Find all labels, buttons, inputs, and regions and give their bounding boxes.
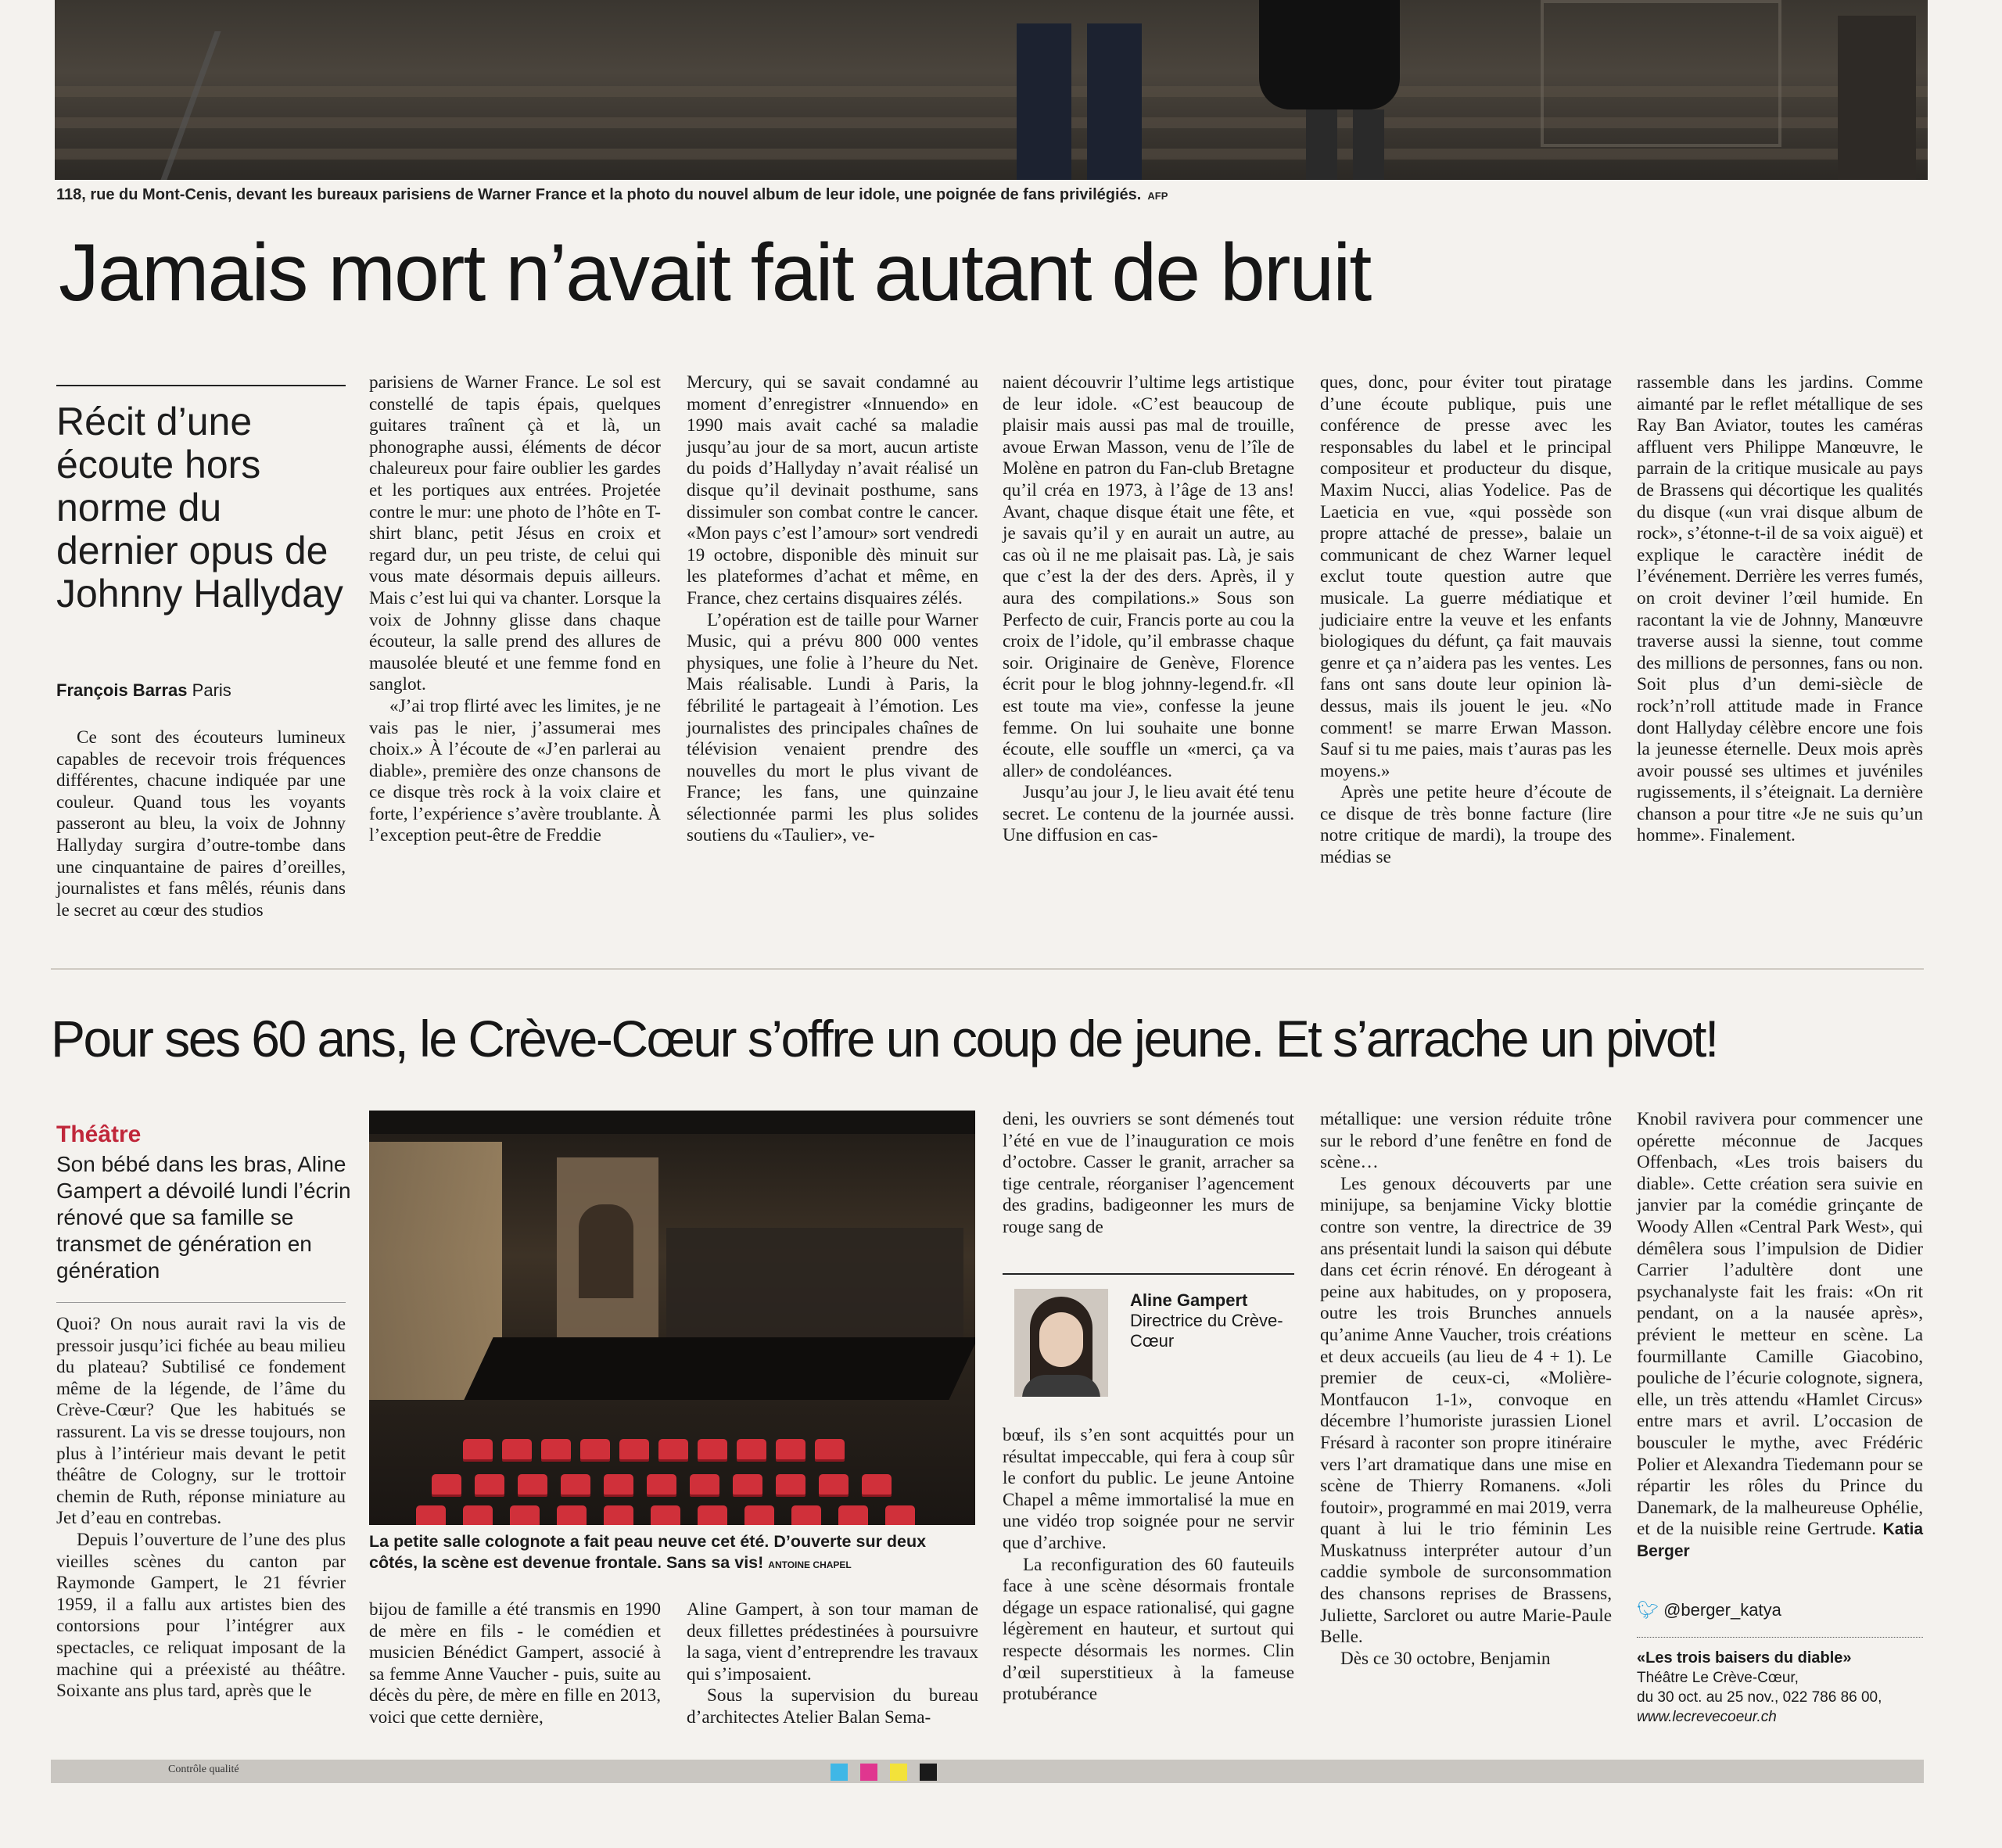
paragraph: deni, les ouvriers se sont démenés tout l’été en vue de l’inauguration ce mois d’octobre. Casser le granit, arracher sa tige centrale, réorganiser l’agencement des gradins, badigeonner les murs de rouge sang de (1003, 1109, 1294, 1237)
photo-credit: AFP (1147, 190, 1168, 202)
paragraph: Jusqu’au jour J, le lieu avait été tenu secret. Le contenu de la journée aussi. Une diffusion en cas- (1003, 782, 1294, 846)
kicker-rule (56, 385, 346, 386)
print-bar (51, 1760, 1924, 1783)
paragraph: bijou de famille a été transmis en 1990 de mère en fils - le comédien et musicien Bénédict Gampert, associé à sa femme Anne Vaucher - puis, suite au décès du père, de mère en fille en 2013, voici que cette dernière, (369, 1599, 661, 1728)
article1-headline: Jamais mort n’avait fait autant de bruit (59, 228, 1371, 318)
paragraph: Quoi? On nous aurait ravi la vis de pressoir jusqu’ici fichée au beau milieu du plateau? Subtilisé ce fondement même de la légende, de l’âme du Crève-Cœur? Que les habitués se rassurent. La vis se dresse toujours, non plus à l’intérieur mais devant le petit théâtre de Cologny, sur le trottoir chemin de Ruth, réponse miniature au Jet d’eau en contrebas. (56, 1314, 346, 1529)
paragraph: Ce sont des écouteurs lumineux capables de recevoir trois fréquences différentes, chacune indiquée par une couleur. Quand tous les voyants passeront au bleu, la voix de Johnny Hallyday surgira d’outre-tombe dans une cinquantaine de paires d’oreilles, journalistes et fans mêlés, réunis dans le secret au cœur des studios (56, 727, 346, 920)
paragraph: «J’ai trop flirté avec les limites, je ne vais pas le nier, j’assumerai mes choix.» À l’écoute de «J’en parlerai au diable», première des onze chansons de ce disque très rock à la voix claire et forte, l’expérience s’avère troublante. À l’exception peut-être de Freddie (369, 695, 661, 846)
twitter-handle-text: @berger_katya (1663, 1600, 1781, 1620)
article2-column-2 (369, 1599, 661, 1729)
paragraph: La reconfiguration des 60 fauteuils face à une scène désormais frontale dégage un espace rationalisé, qui gagne légèrement en hauteur, et surtout qui respecte désormais les normes. Clin d’œil superstitieux à la fameuse protubérance (1003, 1554, 1294, 1705)
article1-column-6 (1637, 372, 1923, 847)
article2-headline: Pour ses 60 ans, le Crève-Cœur s’offre un coup de jeune. Et s’arrache un pivot! (51, 1010, 1717, 1068)
show-title: «Les trois baisers du diable» (1637, 1649, 1852, 1667)
info-box-rule (1637, 1637, 1923, 1638)
magenta-swatch (860, 1764, 877, 1781)
paragraph: Les genoux découverts par une minijupe, sa benjamine Vicky blottie contre son ventre, la directrice de 39 ans présentait lundi la saison qui débute dans cet écrin rénové. En dérogeant à peine aux habitudes, on y proposera, outre les trois Brunches annuels qu’anime Anne Vaucher, trois créations et deux accueils (au lieu de 4 + 1). Le premier de ceux-ci, «Molière-Montfaucon 1-1», convoque en décembre l’humoriste jurassien Lionel Frésard à raconter son propre itinéraire vers l’art dramatique dans une mise en scène de Thierry Romanens. «Joli foutoir», programmé en mai 2019, verra quant à lui le trio féminin Les Muskatnuss interpréter autour d’un caddie symbole de surconsommation des chansons reprises de Brassens, Juliette, Sarcloret ou autre Marie-Paule Belle. (1320, 1173, 1612, 1648)
show-dates: du 30 oct. au 25 nov., 022 786 86 00, (1637, 1689, 1882, 1706)
portrait-name: Aline Gampert (1130, 1290, 1248, 1310)
paragraph (1637, 1109, 1923, 1562)
paragraph: naient découvrir l’ultime legs artistique de leur idole. «C’est beaucoup de plaisir mais aussi pas mal de trouille, avoue Erwan Masson, venu de l’île de Molène en patron du Fan-club Bretagne qu’il créa en 1973, à l’âge de 13 ans! Avant, chaque disque était une fête, et je savais qu’il y en aurait un autre, au cas où il ne me plaisait pas. Là, je sais que c’est la der des ders. Après, il y aura des compilations.» Sous son Perfecto de cuir, Francis porte au cou la croix de l’idole, qu’il embrasse chaque soir. Originaire de Genève, Florence écrit pour le blog johnny-legend.fr. «Il est toute ma vie», confesse la jeune femme. On lui souhaite une bonne écoute, elle souffle un «merci, ça va aller» de condoléances. (1003, 372, 1294, 781)
top-photo-caption (56, 186, 1925, 204)
article2-column-5 (1320, 1109, 1612, 1670)
paragraph: L’opération est de taille pour Warner Music, qui a prévu 800 000 ventes physiques, une folie à l’heure du Net. Mais réalisable. Lundi à Paris, la fébrilité le partageait à l’émotion. Les journalistes des principales chaînes de télévision venaient prendre des nouvelles du mort le plus vivant de France; les fans, une quinzaine sélectionnée parmi les plus solides soutiens du «Taulier», ve- (687, 609, 978, 846)
twitter-icon: 🐦︎ (1637, 1600, 1659, 1620)
article1-column-5 (1320, 372, 1612, 869)
theatre-photo-caption (369, 1531, 975, 1576)
paragraph-text: Knobil ravivera pour commencer une opérette méconnue de Jacques Offenbach, «Les trois baisers du diable». Cette création sera suivie en janvier par la comédie grinçante de Woody Allen «Central Park West», qui démêlera sous l’impulsion de Didier Carrier l’adultère dont une psychanalyste fait les frais: «On rit pendant, on a la nausée après», prévient le metteur en scène. La fourmillante Camille Giacobino, pouliche de l’écurie colognote, signera, elle, un très attendu «Hamlet Circus» entre mars et avril. L’occasion de bousculer le mythe, avec Frédéric Polier et Alexandra Tiedemann pour se répartir les rôles du Prince du Danemark, de la malheureuse Ophélie, et de la nuisible reine Gertrude. (1637, 1109, 1923, 1540)
section-label-theatre: Théâtre (56, 1121, 142, 1147)
caption-text: 118, rue du Mont-Cenis, devant les bureaux parisiens de Warner France et la photo du nouvel album de leur idole, une poignée de fans privilégiés. (56, 186, 1142, 203)
article2-column-4 (1003, 1109, 1294, 1239)
paragraph: Aline Gampert, à son tour maman de deux fillettes prédestinées à poursuivre la saga, vient d’entreprendre les travaux qui s’imposaient. (687, 1599, 978, 1685)
article1-column-1 (56, 727, 346, 921)
paragraph: Sous la supervision du bureau d’architectes Atelier Balan Sema- (687, 1685, 978, 1728)
article2-deck: Son bébé dans les bras, Aline Gampert a dévoilé lundi l’écrin rénové que sa famille se transmet de génération en génération (56, 1152, 351, 1283)
author-name: Katia Berger (1637, 1520, 1923, 1560)
paragraph: Mercury, qui se savait condamné au moment d’enregistrer «Innuendo» en 1990 mais avait caché sa maladie jusqu’au jour de sa mort, aucun artiste du poids d’Hallyday n’avait réalisé un disque qu’il devinait posthume, sans dissimuler son combat contre le cancer. «Mon pays c’est l’amour» sort vendredi 19 octobre, disponible dès minuit sur les plateformes d’achat et même, en France, chez certains disquaires zélés. (687, 372, 978, 608)
theatre-photo (369, 1111, 975, 1525)
twitter-handle[interactable] (1637, 1600, 1781, 1620)
article1-byline (56, 680, 231, 701)
article2-column-3 (687, 1599, 978, 1729)
yellow-swatch (890, 1764, 907, 1781)
portrait-info (1130, 1290, 1286, 1351)
caption-text: La petite salle colognote a fait peau neuve cet été. D’ouverte sur deux côtés, la scène est devenue frontale. Sans sa vis! (369, 1532, 927, 1572)
photo-credit: ANTOINE CHAPEL (768, 1559, 852, 1570)
deck-rule (56, 1302, 346, 1303)
show-url[interactable]: www.lecrevecoeur.ch (1637, 1709, 1777, 1725)
paragraph: rassemble dans les jardins. Comme aimanté par le reflet métallique de ses Ray Ban Aviator, toutes les caméras affluent vers Philippe Manœuvre, le parrain de la critique musicale au pays de Brassens qui décortique les qualités du disque («un vrai disque album de rock», s’étonne-t-il de sa voix aiguë) et explique le caractère inédit de l’événement. Derrière les verres fumés, on croit deviner l’œil humide. En racontant la vie de Johnny, Manœuvre traverse aussi la sienne, tout comme des millions de personnes, fans ou non. Soit plus d’un demi-siècle de rock’n’roll attitude made in France dont Hallyday célèbre encore une fois la jeunesse éternelle. Deux mois après avoir poussé ses ultimes et juvéniles rugissements, il s’éteignait. La dernière chanson a pour titre «Je ne suis qu’un homme». Finalement. (1637, 372, 1923, 846)
show-info-box (1637, 1649, 1923, 1727)
article1-column-3 (687, 372, 978, 847)
paragraph: bœuf, ils s’en sont acquittés pour un résultat impeccable, qui fera à coup sûr le confort du public. Le jeune Antoine Chapel a même immortalisé la mue en une vidéo trop soignée pour ne servir que d’archive. (1003, 1425, 1294, 1553)
article2-column-6 (1637, 1109, 1923, 1562)
top-photo (55, 0, 1928, 180)
article2-column-4b (1003, 1425, 1294, 1706)
paragraph: ques, donc, pour éviter tout piratage d’une écoute publique, puis une conférence de presse avec les responsables du label et le principal compositeur et producteur du disque, Maxim Nucci, alias Yodelice. Pas de Laeticia en vue, «qui possède son propre attaché de presse», balaie un communicant de chez Warner lequel exclut toute question autre que musicale. La guerre médiatique et judiciaire entre la veuve et les enfants biologiques du défunt, ça fait mauvais genre et ça n’aidera pas les ventes. Les fans ont sans doute leur opinion là-dessus, mais ils jouent le jeu. «No comment! se marre Erwan Masson. Sauf si tu me paies, mais t’auras pas les moyens.» (1320, 372, 1612, 781)
author-location: Paris (192, 680, 231, 700)
quality-control-label: Contrôle qualité (168, 1764, 239, 1775)
article2-column-1 (56, 1314, 346, 1703)
section-divider (51, 968, 1924, 970)
paragraph: Depuis l’ouverture de l’une des plus vieilles scènes du canton par Raymonde Gampert, le 21 février 1959, il a fallu aux artistes bien des contorsions pour l’intégrer aux spectacles, ce reliquat imposant de la machine qui a préexisté au théâtre. Soixante ans plus tard, après que le (56, 1529, 346, 1702)
black-swatch (920, 1764, 937, 1781)
article1-column-4 (1003, 372, 1294, 847)
portrait-role: Directrice du Crève-Cœur (1130, 1311, 1283, 1351)
paragraph: Après une petite heure d’écoute de ce disque de très bonne facture (lire notre critique de mardi), la troupe des médias se (1320, 782, 1612, 868)
portrait-photo (1014, 1289, 1108, 1397)
article1-column-2 (369, 372, 661, 847)
article1-kicker: Récit d’une écoute hors norme du dernier opus de Johnny Hallyday (56, 400, 343, 615)
paragraph: parisiens de Warner France. Le sol est constellé de tapis épais, quelques guitares traînent çà et là, un phonographe aussi, éléments de décor chaleureux pour faire oublier les gardes et les portiques aux entrées. Projetée contre le mur: une photo de l’hôte en T-shirt blanc, petit Jésus en croix et regard dur, un peu triste, de celui qui vous mate désormais depuis ailleurs. Mais c’est lui qui va chanter. Lorsque la voix de Johnny glisse dans chaque écouteur, la salle prend des allures de mausolée bleuté et une femme fond en sanglot. (369, 372, 661, 695)
portrait-rule (1003, 1273, 1294, 1275)
paragraph: Dès ce 30 octobre, Benjamin (1340, 1648, 1551, 1669)
cyan-swatch (831, 1764, 848, 1781)
paragraph: métallique: une version réduite trône sur le rebord d’une fenêtre en fond de scène… (1320, 1109, 1612, 1173)
show-venue: Théâtre Le Crève-Cœur, (1637, 1670, 1799, 1686)
author-name: François Barras (56, 680, 188, 700)
